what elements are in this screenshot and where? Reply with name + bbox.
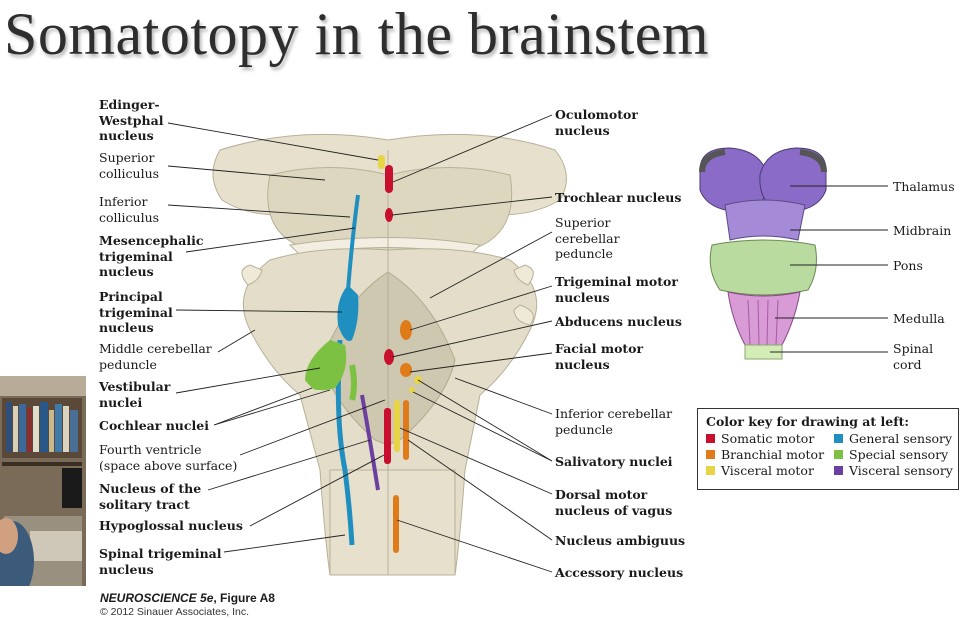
label-pons: Pons (893, 258, 923, 273)
edinger-westphal-nucleus-shape (378, 155, 385, 169)
key-item-visceral-motor (706, 463, 834, 478)
label-dorsal-motor-nucleus-vagus: Dorsal motor nucleus of vagus (555, 487, 673, 518)
swatch-general-sensory (834, 434, 843, 443)
label-spinal-trigeminal-nucleus: Spinal trigeminal nucleus (99, 546, 222, 577)
key-label: Branchial motor (721, 447, 825, 462)
key-label: Somatic motor (721, 431, 815, 446)
label-middle-cerebellar-peduncle: Middle cerebellar peduncle (99, 341, 212, 372)
key-label: General sensory (849, 431, 953, 446)
label-principal-trigeminal-nucleus: Principal trigeminal nucleus (99, 289, 173, 335)
color-key-legend (697, 408, 959, 490)
hypoglossal-nucleus-shape (384, 408, 391, 464)
label-trigeminal-motor-nucleus: Trigeminal motor nucleus (555, 274, 678, 305)
swatch-somatic-motor (706, 434, 715, 443)
label-nucleus-ambiguus: Nucleus ambiguus (555, 533, 686, 548)
key-item-special-sensory (834, 447, 954, 462)
label-mesencephalic-trigeminal-nucleus: Mesencephalic trigeminal nucleus (99, 233, 204, 279)
label-superior-cerebellar-peduncle: Superior cerebellar peduncle (555, 215, 620, 261)
key-label: Visceral motor (721, 463, 814, 478)
swatch-visceral-motor (706, 466, 715, 475)
label-edinger-westphal-nucleus: Edinger- Westphal nucleus (99, 97, 164, 143)
book-title: NEUROSCIENCE 5e (100, 591, 214, 605)
label-fourth-ventricle: Fourth ventricle (space above surface) (99, 442, 238, 473)
copyright-notice: © 2012 Sinauer Associates, Inc. (100, 606, 249, 618)
label-cochlear-nuclei: Cochlear nuclei (99, 418, 209, 433)
accessory-nucleus-shape (393, 495, 399, 553)
label-accessory-nucleus: Accessory nucleus (555, 565, 684, 580)
trochlear-nucleus-shape (385, 208, 393, 222)
label-facial-motor-nucleus: Facial motor nucleus (555, 341, 644, 372)
label-spinal-cord: Spinal cord (893, 341, 934, 372)
figure-credit (100, 591, 275, 605)
key-label: Visceral sensory (849, 463, 953, 478)
cochlear-nuclei-shape (310, 378, 326, 390)
label-hypoglossal-nucleus: Hypoglossal nucleus (99, 518, 243, 533)
label-salivatory-nuclei: Salivatory nuclei (555, 454, 673, 469)
key-label: Special sensory (849, 447, 949, 462)
swatch-visceral-sensory (834, 466, 843, 475)
swatch-special-sensory (834, 450, 843, 459)
oculomotor-nucleus-shape (385, 165, 393, 193)
key-item-branchial-motor (706, 447, 834, 462)
label-abducens-nucleus: Abducens nucleus (555, 314, 682, 329)
swatch-branchial-motor (706, 450, 715, 459)
facial-motor-shape (400, 363, 412, 377)
label-superior-colliculus: Superior colliculus (99, 150, 160, 181)
label-inferior-colliculus: Inferior colliculus (99, 194, 160, 225)
label-vestibular-nuclei: Vestibular nuclei (99, 379, 171, 410)
label-trochlear-nucleus: Trochlear nucleus (555, 190, 682, 205)
dorsal-motor-vagus-shape (394, 400, 400, 452)
label-midbrain: Midbrain (893, 223, 952, 238)
key-item-general-sensory (834, 431, 954, 446)
label-inferior-cerebellar-peduncle: Inferior cerebellar peduncle (555, 406, 673, 437)
slide-title: Somatotopy in the brainstem (4, 1, 710, 67)
color-key-title: Color key for drawing at left: (706, 414, 909, 429)
label-nucleus-solitary-tract: Nucleus of the solitary tract (99, 481, 202, 512)
label-oculomotor-nucleus: Oculomotor nucleus (555, 107, 638, 138)
label-thalamus: Thalamus (893, 179, 955, 194)
inset-brainstem (700, 148, 826, 359)
key-item-visceral-sensory (834, 463, 954, 478)
label-medulla: Medulla (893, 311, 945, 326)
figure-number: , Figure A8 (213, 591, 275, 605)
key-item-somatic-motor (706, 431, 834, 446)
